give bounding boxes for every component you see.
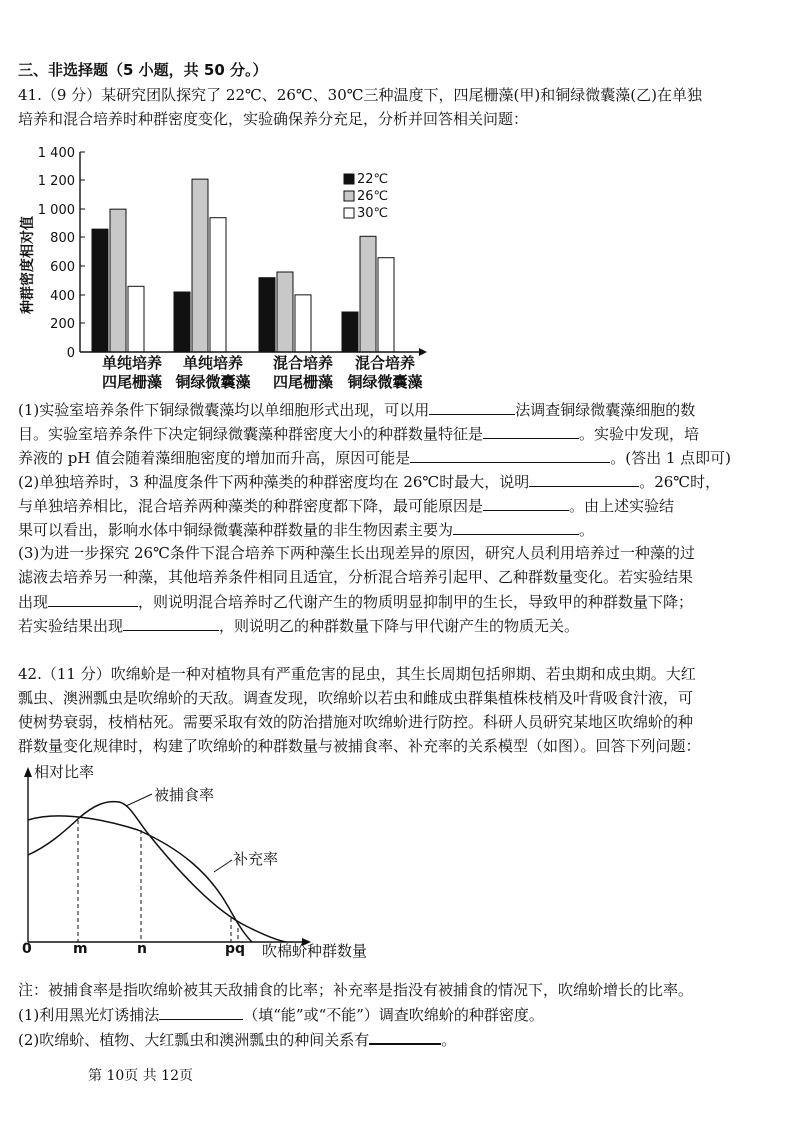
answer-blank[interactable]	[369, 1026, 441, 1045]
q42-intro-line-1: 42.（11 分）吹绵蚧是一种对植物具有严重危害的昆虫，其生长周期包括卵期、若虫期和成虫期。大红	[18, 665, 696, 683]
y-tick-label: 1 000	[37, 203, 75, 218]
bar-26℃-0	[110, 209, 126, 352]
q42-text: 。	[441, 1031, 457, 1049]
x-category-label: 单纯培养	[182, 354, 244, 372]
q41-part1-line-1	[18, 397, 788, 422]
legend-label-26: 26℃	[357, 189, 389, 204]
q42-intro-line-4: 群数量变化规律时，构建了吹绵蚧的种群数量与被捕食率、补充率的关系模型（如图）。回答下列问题：	[18, 737, 701, 755]
q41-text: 。由上述实验结	[569, 497, 675, 515]
bar-chart-plot	[92, 179, 394, 352]
q41-text: ，则说明混合培养时乙代谢产生的物质明显抑制甲的生长，导致甲的种群数量下降；	[138, 593, 694, 611]
bar-30℃-1	[210, 218, 226, 352]
y-axis-label: 相对比率	[34, 763, 95, 781]
q42-intro-line-2: 瓢虫、澳洲瓢虫是吹绵蚧的天敌。调查发现，吹绵蚧以若虫和雌成虫群集植株枝梢及叶背吸食汁液，可	[18, 689, 694, 707]
answer-blank[interactable]	[429, 397, 515, 415]
y-axis-label: 种群密度相对值	[20, 216, 36, 314]
bar-chart	[14, 140, 434, 395]
x-tick-label: q	[235, 941, 246, 957]
q42-part2	[18, 1026, 788, 1052]
y-tick-label: 200	[50, 317, 75, 332]
q41-part3-line-2: 滤液去培养另一种藻，其他培养条件相同且适宜，分析混合培养引起甲、乙种群数量变化。若实验结果	[18, 568, 694, 586]
bar-30℃-2	[295, 295, 311, 352]
legend-label-22: 22℃	[357, 172, 389, 187]
q42-intro-line-3: 使树势衰弱，枝梢枯死。需要采取有效的防治措施对吹绵蚧进行防控。科研人员研究某地区吹绵蚧的种	[18, 713, 694, 731]
q41-part3-line-3	[18, 589, 788, 614]
answer-blank[interactable]	[483, 421, 579, 439]
q41-part3-line-1: (3)为进一步探究 26℃条件下混合培养下两种藻生长出现差异的原因，研究人员利用培养过一种藻的过	[18, 544, 695, 562]
q42-text: (2)吹绵蚧、植物、大红瓢虫和澳洲瓢虫的种间关系有	[18, 1031, 370, 1049]
x-axis-label: 吹棉蚧种群数量	[262, 942, 368, 960]
x-category-label: 四尾栅藻	[101, 373, 163, 391]
bar-22℃-3	[342, 312, 358, 352]
q41-intro-line-2: 培养和混合培养时种群密度变化，实验确保养分充足，分析并回答相关问题：	[18, 110, 529, 128]
x-category-label: 混合培养	[354, 354, 416, 372]
q41-part2-line-2	[18, 493, 788, 518]
q42-note: 注：被捕食率是指吹绵蚧被其天敌捕食的比率；补充率是指没有被捕食的情况下，吹绵蚧增长的比率。	[18, 981, 694, 999]
q41-text: 与单独培养相比，混合培养两种藻类的种群密度都下降，最可能原因是	[18, 497, 484, 515]
x-category-label: 四尾栅藻	[272, 373, 334, 391]
q41-text: 。(答出 1 点即可)	[610, 449, 732, 467]
q41-text: 法调查铜绿微囊藻细胞的数	[515, 401, 696, 419]
bar-30℃-0	[128, 286, 144, 352]
bar-22℃-1	[174, 292, 190, 352]
bar-22℃-0	[92, 229, 108, 352]
answer-blank[interactable]	[48, 589, 138, 607]
q41-text: 出现	[18, 593, 49, 611]
q41-text: 。实验中发现，培	[579, 425, 700, 443]
predation-rate-label: 被捕食率	[154, 786, 215, 804]
answer-blank[interactable]	[410, 445, 610, 463]
x-category-label: 铜绿微囊藻	[175, 373, 251, 391]
origin-label: 0	[22, 941, 32, 957]
q41-text: ，则说明乙的种群数量下降与甲代谢产生的物质无关。	[219, 617, 580, 635]
q41-intro-line-1: 41.（9 分）某研究团队探究了 22℃、26℃、30℃三种温度下，四尾栅藻(甲)和铜绿微囊藻(乙)在单独	[18, 86, 702, 104]
legend-swatch-22	[344, 174, 354, 184]
y-tick-label: 800	[50, 231, 75, 246]
supplement-leader-line	[214, 860, 232, 872]
legend-swatch-26	[344, 191, 354, 201]
answer-blank[interactable]	[123, 613, 219, 631]
bar-26℃-1	[192, 179, 208, 352]
y-tick-label: 600	[50, 260, 75, 275]
y-tick-label: 1 200	[37, 174, 75, 189]
x-axis-arrow	[419, 348, 427, 356]
answer-blank[interactable]	[453, 517, 579, 535]
q41-part1-line-2	[18, 421, 788, 446]
curve-chart	[14, 760, 394, 965]
q41-text: 养液的 pH 值会随着藻细胞密度的增加而升高，原因可能是	[18, 449, 411, 467]
bar-30℃-3	[378, 258, 394, 352]
q41-text: 。26℃时，	[639, 473, 721, 491]
supplement-rate-label: 补充率	[233, 850, 279, 868]
answer-blank[interactable]	[483, 493, 569, 511]
x-category-label: 铜绿微囊藻	[347, 373, 423, 391]
bar-26℃-2	[277, 272, 293, 352]
y-tick-label: 400	[50, 289, 75, 304]
q41-part3-line-4	[18, 613, 788, 638]
section-title: 三、非选择题（5 小题，共 50 分。）	[18, 61, 268, 79]
q42-text: (1)利用黑光灯诱捕法	[18, 1006, 160, 1024]
predation-leader-line	[126, 794, 152, 806]
predation-rate-curve	[28, 802, 286, 942]
q41-part2-line-1	[18, 469, 788, 494]
y-tick-label: 1 400	[37, 146, 75, 161]
y-tick-label: 0	[66, 346, 75, 361]
q41-text: 。	[579, 521, 595, 539]
q41-part2-line-3	[18, 517, 788, 542]
q41-text: (1)实验室培养条件下铜绿微囊藻均以单细胞形式出现，可以用	[18, 401, 430, 419]
q42-part1	[18, 1002, 788, 1027]
bar-26℃-3	[360, 236, 376, 352]
answer-blank[interactable]	[529, 469, 639, 487]
q41-text: (2)单独培养时，3 种温度条件下两种藻类的种群密度均在 26℃时最大，说明	[18, 473, 530, 491]
page-footer: 第 10页 共 12页	[88, 1068, 193, 1084]
q41-part1-line-3	[18, 445, 788, 470]
q41-text: 果可以看出，影响水体中铜绿微囊藻种群数量的非生物因素主要为	[18, 521, 454, 539]
x-tick-label: n	[137, 941, 147, 957]
x-tick-label: p	[225, 941, 236, 957]
q42-text: （填“能”或“不能”）调查吹绵蚧的种群密度。	[243, 1006, 544, 1024]
legend-swatch-30	[344, 208, 354, 218]
supplement-rate-curve	[28, 816, 252, 942]
answer-blank[interactable]	[159, 1002, 243, 1020]
q41-text: 目。实验室培养条件下决定铜绿微囊藻种群密度大小的种群数量特征是	[18, 425, 484, 443]
legend-label-30: 30℃	[357, 206, 389, 221]
x-category-label: 单纯培养	[101, 354, 163, 372]
bar-22℃-2	[259, 278, 275, 352]
x-category-label: 混合培养	[272, 354, 334, 372]
q41-text: 若实验结果出现	[18, 617, 124, 635]
x-tick-label: m	[73, 941, 88, 957]
y-axis-arrow	[24, 767, 32, 777]
